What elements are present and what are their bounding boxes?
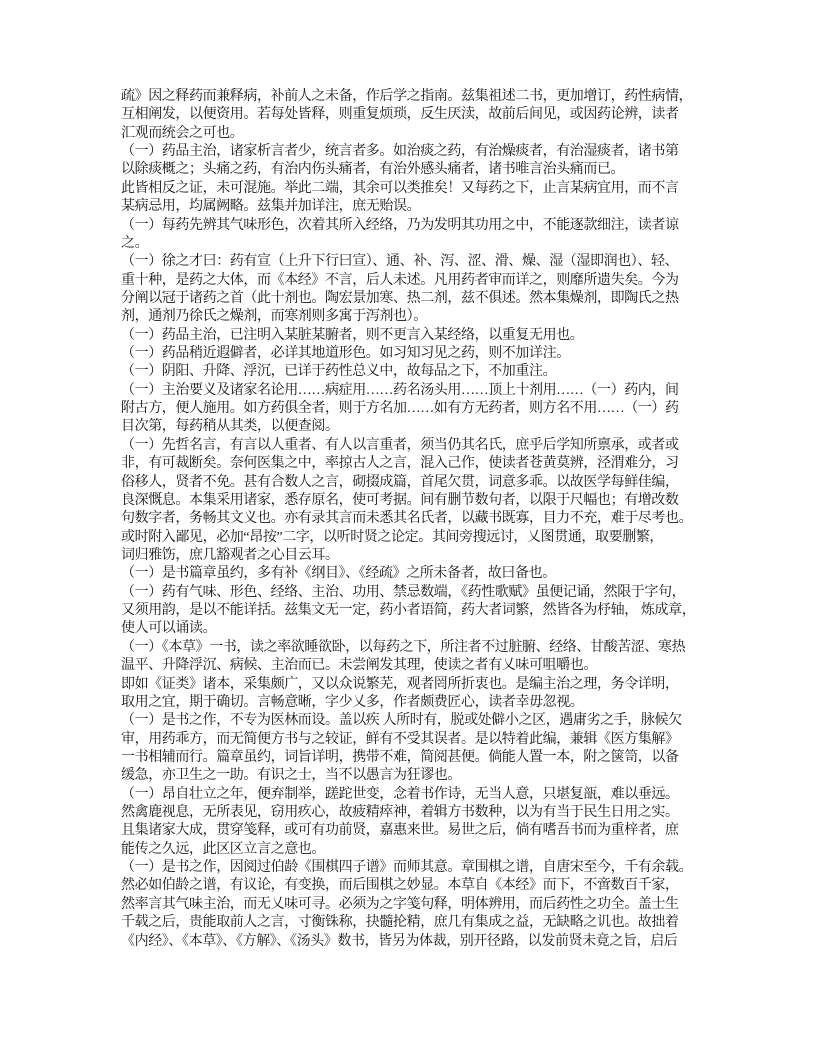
text-line-9: 之。 — [121, 235, 149, 251]
text-line-17: （一）主治要义及诸家名论用……病症用……药名汤头用……顶上十剂用……（一）药内，间 — [121, 382, 679, 398]
text-line-40: 然禽鹿视息，无所表见，窃用疚心，故疲精瘁神，着辑方书数种，以为有当于民生日用之实。 — [121, 805, 679, 821]
text-line-10: （一）徐之才曰：药有宣（上升下行曰宣）、通、补、泻、涩、滑、燥、湿（湿即润也）、轻、 — [121, 254, 679, 270]
text-line-32: 温平、升降浮沉、病候、主治而已。未尝阐发其理，使读之者有乂味可咀嚼也。 — [121, 658, 597, 674]
text-line-5: 以除痰概之；头痛之药，有治内伤头痛者，有治外感头痛者，诸书唯言治头痛而已。 — [121, 162, 625, 178]
text-line-45: 然率言其气味主治，而无乂味可寻。必须为之字笺句释，明体辨用，而后药性之功全。盖士生 — [121, 896, 679, 912]
text-line-23: 良深慨息。本集采用诸家，悉存原名，使可考据。间有删节数句者，以限于尺幅也；有增改数 — [121, 492, 679, 508]
text-line-30: 使人可以诵读。 — [121, 621, 217, 637]
text-line-21: 非，有可裁断矣。奈何医集之中，率掠古人之言，混入己作，使读者苍黄莫辨，泾渭难分，习 — [121, 456, 679, 472]
text-line-41: 且集诸家大成，贯穿笺释，或可有功前贤，嘉惠来世。易世之后，倘有嗜吾书而为重梓者，庶 — [121, 823, 679, 839]
text-line-3: 汇观而统会之可也。 — [121, 125, 244, 141]
text-line-37: 一书相辅而行。篇章虽约，词旨详明，携带不难，简阅甚便。倘能人置一本，附之箧笥，以备 — [121, 749, 679, 765]
text-line-15: （一）药品稍近遐僻者，必详其地道形色。如习知习见之药，则不加详注。 — [121, 346, 570, 362]
text-line-27: （一）是书篇章虽约，多有补《纲目》、《经疏》之所未备者，故曰备也。 — [121, 566, 556, 582]
text-line-43: （一）是书之作，因阅过伯龄《围棋四子谱》而师其意。章围棋之谱，自唐宋至今，千有余载。 — [121, 860, 693, 876]
text-line-11: 重十种，是药之大体，而《本经》不言，后人未述。凡用药者审而详之，则靡所遗失矣。今为 — [121, 272, 679, 288]
text-line-39: （一）昂自壮立之年，便弃制举，蹉跎世变，念着书作诗，无当人意，只堪复瓿，难以垂远。 — [121, 786, 679, 802]
text-line-36: 审，用药乖方，而无简便方书与之较证，鲜有不受其误者。是以特着此编，兼辑《医方集解》 — [121, 731, 679, 747]
text-line-31: （一）《本草》一书，读之率欲睡欲卧，以每药之下，所注者不过脏腑、经络、甘酸苦涩、寒热 — [121, 639, 686, 655]
text-line-2: 互相阐发，以便资用。若每处皆释，则重复烦琐，反生厌渎，故前后间见，或因药论辨，读者 — [121, 107, 679, 123]
text-line-33: 即如《证类》诸本，采集颇广，又以众说繁芜，观者罔所折衷也。是编主治之理，务令详明， — [121, 676, 679, 692]
text-line-44: 然必如伯龄之谱，有议论，有变换，而后围棋之妙显。本草自《本经》而下，不啻数百千家， — [121, 878, 679, 894]
text-line-13: 剂，通剂乃徐氏之燥剂，而寒剂则多寓于泻剂也）。 — [121, 309, 427, 325]
text-line-47: 《内经》、《本草》、《方解》、《汤头》数书，皆另为体裁，别开径路，以发前贤未竟之旨，启后 — [121, 933, 678, 949]
document-text — [121, 88, 707, 951]
text-line-4: （一）药品主治，诸家析言者少，统言者多。如治痰之药，有治燥痰者，有治湿痰者，诸书第 — [121, 144, 679, 160]
text-line-6: 此皆相反之证，未可混施。举此二端，其余可以类推矣！又每药之下，止言某病宜用，而不言 — [121, 180, 679, 196]
text-line-28: （一）药有气味、形色、经络、主治、功用、禁忌数端，《药性歌赋》虽便记诵，然限于字句， — [121, 584, 686, 600]
text-line-19: 目次第，每药稍从其类，以便查阅。 — [121, 419, 339, 435]
text-line-22: 俗移人，贤者不免。甚有合数人之言，砌掇成篇，首尾欠贯，词意多乖。以故医学每鲜佳编， — [121, 474, 679, 490]
text-line-38: 缓急，亦卫生之一助。有识之士，当不以愚言为狂谬也。 — [121, 768, 461, 784]
text-line-35: （一）是书之作，不专为医林而设。盖以疾 人所时有，脱或处僻小之区，遇庸劣之手，脉候欠 — [121, 713, 682, 729]
text-line-25: 或时附入鄙见，必加“昂按”二字，以听时贤之论定。其间旁搜远讨，乂图贯通，取要删繁， — [121, 529, 664, 545]
text-line-16: （一）阴阳、升降、浮沉，已详于药性总义中，故每品之下，不加重注。 — [121, 364, 557, 380]
text-line-7: 某病忌用，均属阙略。兹集并加详注，庶无贻误。 — [121, 199, 421, 215]
text-line-14: （一）药品主治，已注明入某脏某腑者，则不更言入某经络，以重复无用也。 — [121, 327, 584, 343]
text-line-29: 又须用韵，是以不能详括。兹集文无一定，药小者语简，药大者词繁，然皆各为杼轴， 炼成章， — [121, 603, 696, 619]
text-line-26: 词归雅饬，庶几豁观者之心目云耳。 — [121, 547, 339, 563]
text-line-42: 能传之久远，此区区立言之意也。 — [121, 841, 325, 857]
text-line-24: 句数字者，务畅其文义也。亦有录其言而未悉其名氏者，以藏书既寡，目力不充，难于尽考也。 — [121, 511, 693, 527]
text-line-46: 千载之后，贵能取前人之言，寸衡铢称，抉髓抡精，庶几有集成之益，无缺略之讥也。故拙着 — [121, 915, 679, 931]
text-line-20: （一）先哲名言，有言以人重者、有人以言重者，须当仍其名氏，庶乎后学知所禀承，或者或 — [121, 437, 679, 453]
text-line-12: 分阐以冠于诸药之首（此十剂也。陶宏景加寒、热二剂，兹不俱述。然本集燥剂，即陶氏之热 — [121, 290, 679, 306]
text-line-34: 取用之宜，期于确切。言畅意晰，字少乂多，作者颇费匠心，读者幸毋忽视。 — [121, 694, 584, 710]
text-line-8: （一）每药先辨其气味形色，次着其所入经络，乃为发明其功用之中，不能逐款细注，读者谅 — [121, 217, 679, 233]
text-line-18: 附古方，便人施用。如方药俱全者，则于方名加……如有方无药者，则方名不用……（一）药 — [121, 401, 679, 417]
text-line-1: 疏》因之释药而兼释病，补前人之未备，作后学之指南。兹集祖述二书，更加增订，药性病情， — [121, 89, 693, 104]
